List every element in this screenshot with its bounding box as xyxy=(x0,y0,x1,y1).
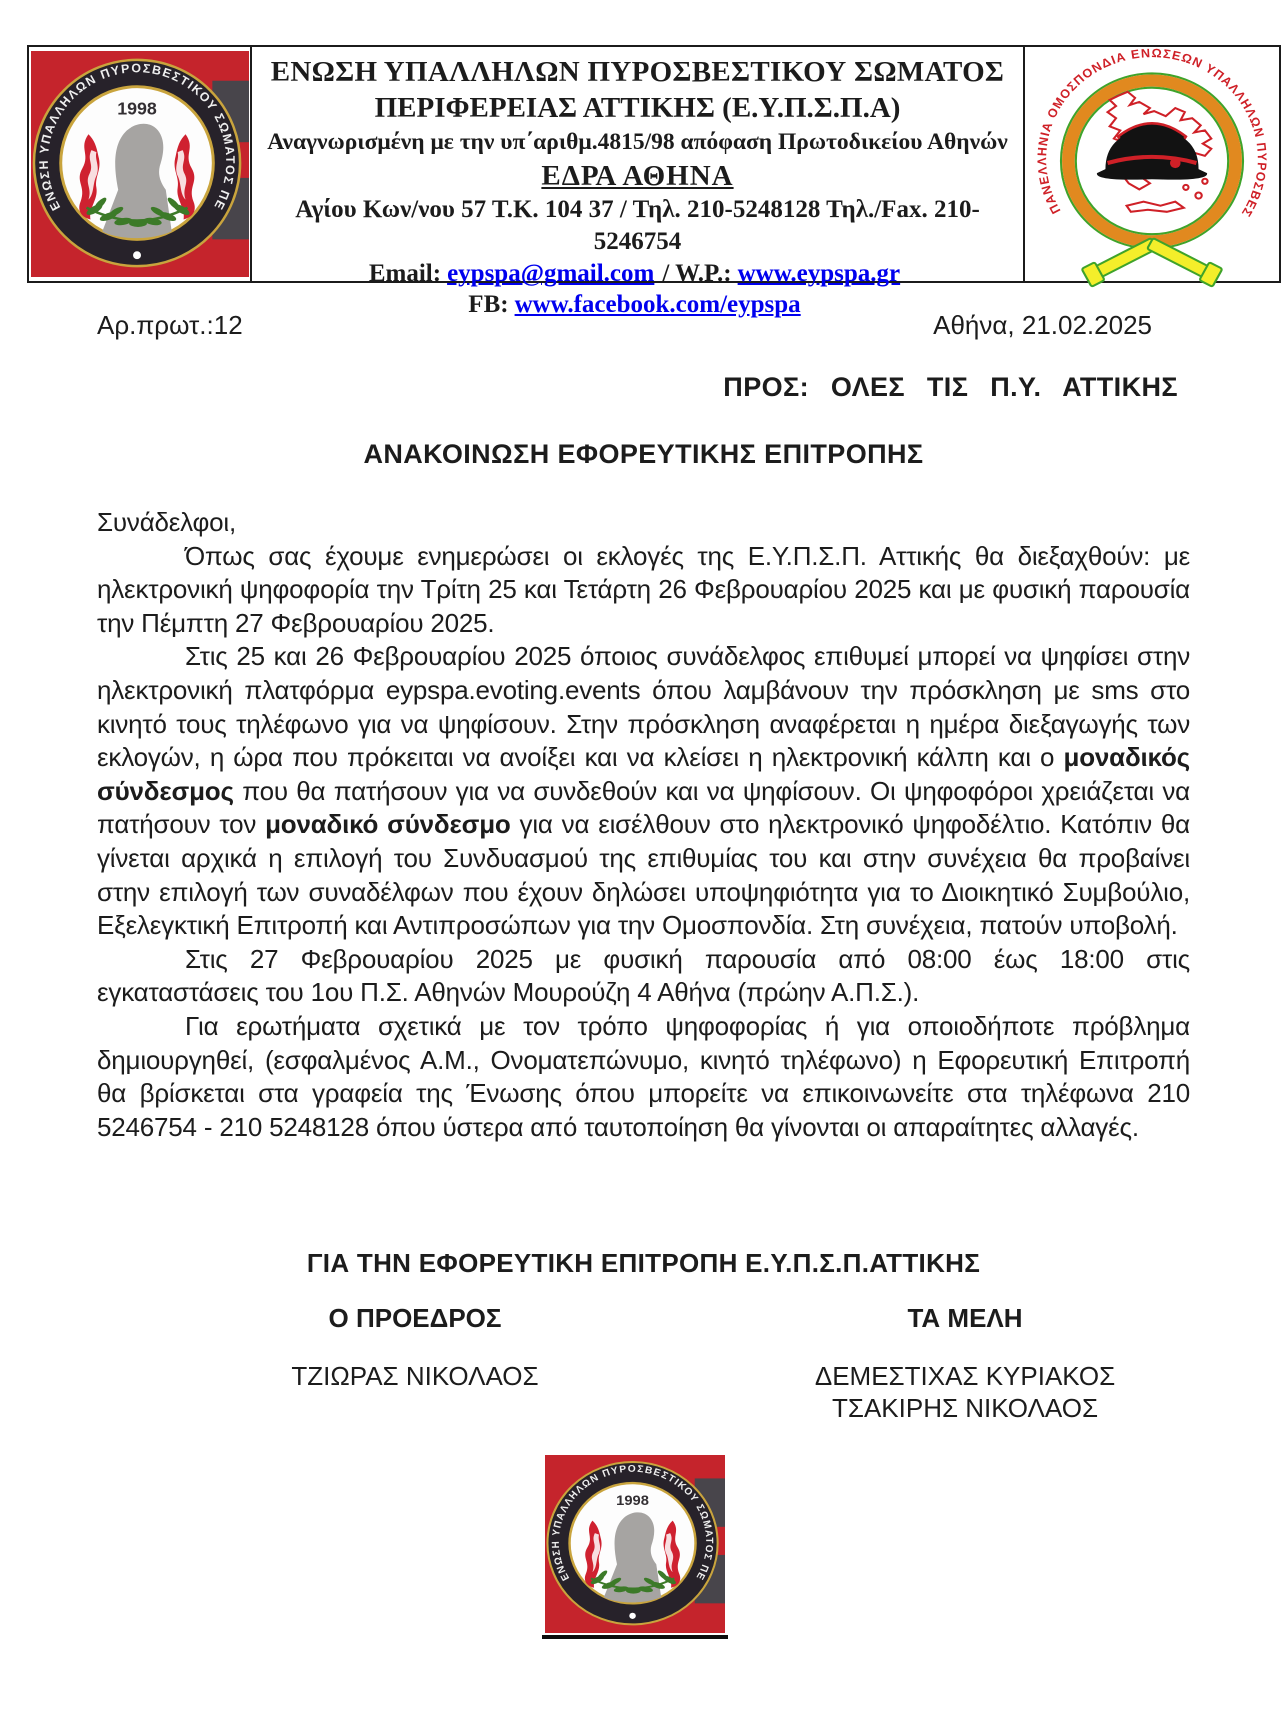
president-label: Ο ΠΡΟΕΔΡΟΣ xyxy=(328,1303,502,1333)
org-name-line1: ΕΝΩΣΗ ΥΠΑΛΛΗΛΩΝ ΠΥΡΟΣΒΕΣΤΙΚΟΥ ΣΩΜΑΤΟΣ xyxy=(270,56,1005,88)
org-name-line2: ΠΕΡΙΦΕΡΕΙΑΣ ΑΤΤΙΚΗΣ (Ε.Υ.Π.Σ.Π.Α) xyxy=(374,92,901,124)
unique-link-bold-1: μοναδικός σύνδεσμος xyxy=(97,742,1190,806)
org-address: Αγίου Κων/νου 57 Τ.Κ. 104 37 / Τηλ. 210-5248128 Τηλ./Fax. 210-5246754 xyxy=(295,196,980,255)
place-date: Αθήνα, 21.02.2025 xyxy=(933,310,1152,340)
email-label: Email: xyxy=(368,260,442,287)
letterhead xyxy=(27,45,1281,318)
paragraph-2-text: που θα πατήσουν για να συνδεθούν και να ψηφίσουν. Οι ψηφοφόροι χρειάζεται να πατήσουν τον xyxy=(97,775,1190,840)
unique-link-bold-2: μοναδικό σύνδεσμο xyxy=(265,809,511,840)
wp-label: / W.P.: xyxy=(662,260,732,287)
letter-body xyxy=(97,506,1190,1144)
member-name-2: ΤΣΑΚΙΡΗΣ ΝΙΚΟΛΑΟΣ xyxy=(831,1393,1099,1423)
federation-emblem-icon xyxy=(1025,47,1279,281)
letterhead-text xyxy=(252,47,1023,318)
protocol-number: Αρ.πρωτ.:12 xyxy=(97,310,243,340)
org-recognition: Αναγνωρισμένη με την υπ΄αριθμ.4815/98 απόφαση Πρωτοδικείου Αθηνών xyxy=(267,129,1008,155)
paragraph-3: Στις 27 Φεβρουαρίου 2025 με φυσική παρουσία από 08:00 έως 18:00 στις εγκαταστάσεις του 1ου Π.Σ. Αθηνών Μουρούζη 4 Αθήνα (πρώην Α.Π.Σ.). xyxy=(97,943,1190,1008)
recipient-line: ΠΡΟΣ: ΟΛΕΣ ΤΙΣ Π.Υ. ΑΤΤΙΚΗΣ xyxy=(723,372,1178,402)
union-stamp-icon xyxy=(545,1455,725,1633)
document-title: ΑΝΑΚΟΙΝΩΣΗ ΕΦΟΡΕΥΤΙΚΗΣ ΕΠΙΤΡΟΠΗΣ xyxy=(363,439,924,469)
union-logo-cell xyxy=(29,47,252,281)
paragraph-1: Όπως σας έχουμε ενημερώσει οι εκλογές της Ε.Υ.Π.Σ.Π. Αττικής θα διεξαχθούν: με ηλεκτρονική ψηφοφορία την Τρίτη 25 και Τετάρτη 26 Φεβρουαρίου 2025 και με φυσική παρουσία την Πέμπτη 27 Φεβρουαρίου 2025. xyxy=(97,540,1190,638)
president-name: ΤΖΙΩΡΑΣ ΝΙΚΟΛΑΟΣ xyxy=(291,1361,539,1391)
email-link[interactable]: eypspa@gmail.com xyxy=(447,260,655,287)
org-contact-line xyxy=(252,258,1023,289)
website-link[interactable]: www.eypspa.gr xyxy=(737,260,901,287)
paragraph-2 xyxy=(97,640,1190,942)
union-emblem-icon xyxy=(31,51,249,277)
salutation: Συνάδελφοι, xyxy=(97,507,237,537)
org-seat: ΕΔΡΑ ΑΘΗΝΑ xyxy=(541,160,734,192)
members-label: ΤΑ ΜΕΛΗ xyxy=(907,1303,1023,1333)
protocol-row xyxy=(97,310,1190,341)
paragraph-2-text: Στις 25 και 26 Φεβρουαρίου 2025 όποιος συνάδελφος επιθυμεί μπορεί να ψηφίσει στην ηλεκτρονική πλατφόρμα eypspa.evoting.events όπου λαμβάνουν την πρόσκληση με sms στο κινητό τους τηλέφωνο για να ψηφίσουν. Στην πρόσκληση αναφέρεται η ημέρα διεξαγωγής των εκλογών, η ώρα που πρόκειται να ανοίξει και να κλείσει η ηλεκτρονική κάλπη και ο xyxy=(97,641,1190,773)
stamp-underline xyxy=(542,1635,728,1639)
fb-label: FB: xyxy=(468,291,509,318)
facebook-link[interactable]: www.facebook.com/eypspa xyxy=(514,291,801,318)
federation-logo-cell xyxy=(1023,47,1279,281)
paragraph-4: Για ερωτήματα σχετικά με τον τρόπο ψηφοφορίας ή για οποιοδήποτε πρόβλημα δημιουργηθεί, (εσφαλμένος Α.Μ., Ονοματεπώνυμο, κινητό τηλέφωνο) η Εφορευτική Επιτροπή θα βρίσκεται στα γραφεία της Ένωσης όπου μπορείτε να επικοινωνείτε στα τηλέφωνα 210 5246754 - 210 5248128 όπου ύστερα από ταυτοποίηση θα γίνονται οι απαραίτητες αλλαγές. xyxy=(97,1010,1190,1142)
paragraph-2-text: για να εισέλθουν στο ηλεκτρονικό ψηφοδέλτιο. Κατόπιν θα γίνεται αρχικά η επιλογή του Συνδυασμού της επιθυμίας του και στην συνέχεια θα προβαίνει στην επιλογή των συναδέλφων που έχουν δηλώσει υποψηφιότητα για το Διοικητικό Συμβούλιο, Εξελεγκτική Επιτροπή και Αντιπροσώπων για την Ομοσπονδία. Στη συνέχεια, πατούν υποβολή. xyxy=(97,809,1190,941)
committee-signoff-line: ΓΙΑ ΤΗΝ ΕΦΟΡΕΥΤΙΚΗ ΕΠΙΤΡΟΠΗ Ε.Υ.Π.Σ.Π.ΑΤΤΙΚΗΣ xyxy=(306,1248,981,1278)
member-name-1: ΔΕΜΕΣΤΙΧΑΣ ΚΥΡΙΑΚΟΣ xyxy=(814,1361,1116,1391)
